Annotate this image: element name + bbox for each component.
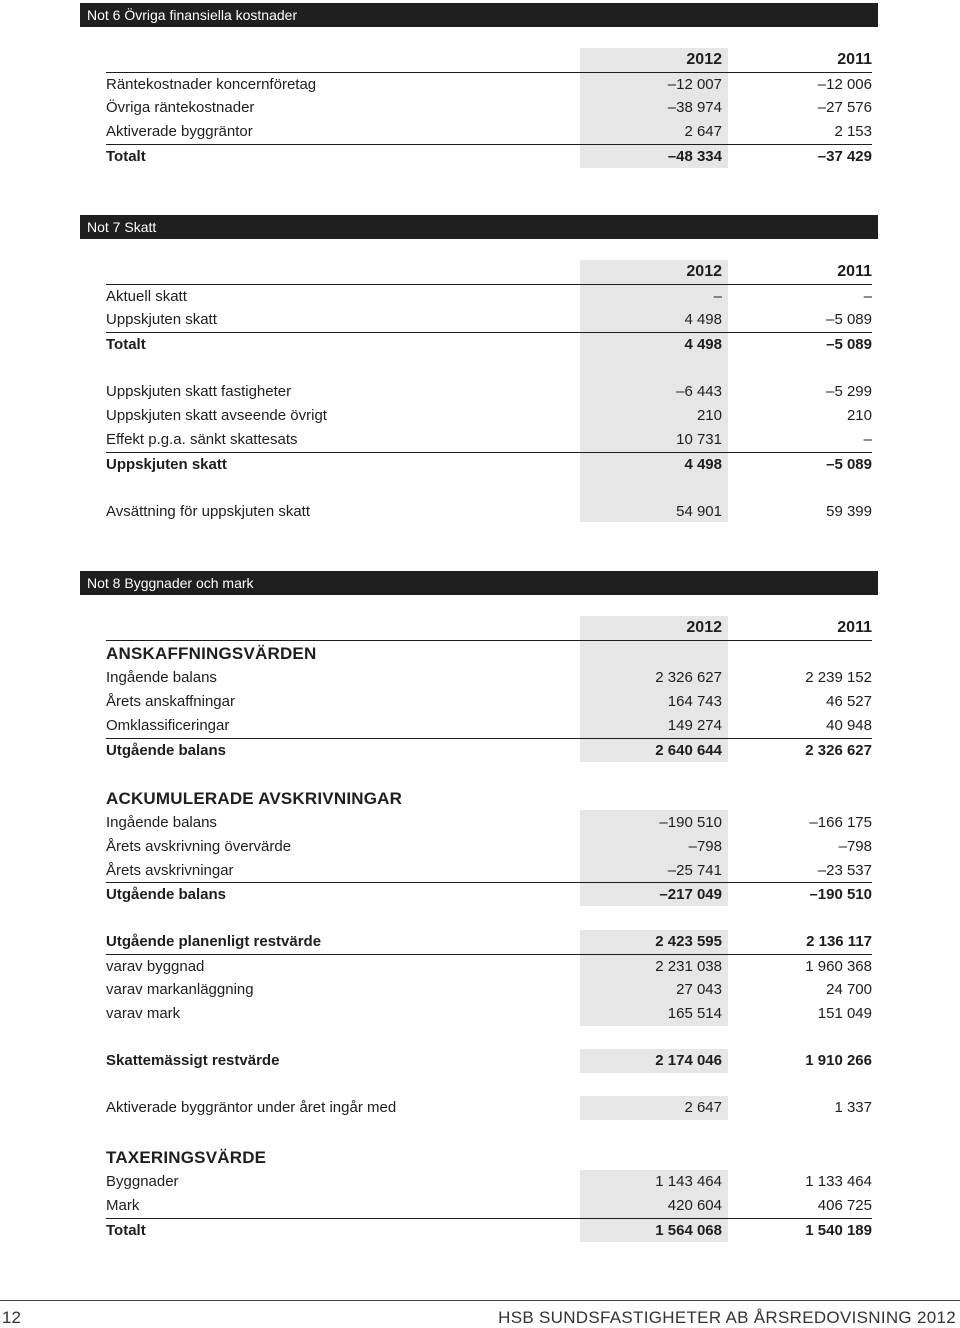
table-row: Avsättning för uppskjuten skatt 54 901 59 399	[106, 503, 872, 520]
table-row: varav byggnad 2 231 038 1 960 368	[106, 954, 872, 979]
note-8-year-row	[106, 616, 872, 640]
table-row: Årets avskrivningar –25 741 –23 537	[106, 862, 872, 879]
total-row: Totalt –48 334 –37 429	[106, 144, 872, 169]
total-row: Utgående balans 2 640 644 2 326 627	[106, 738, 872, 763]
note-7-year-row	[106, 260, 872, 284]
table-row: Omklassificeringar 149 274 40 948	[106, 717, 872, 734]
footer-divider	[0, 1300, 960, 1301]
note-8-header: Not 8 Byggnader och mark	[80, 571, 878, 595]
table-row: Ingående balans –190 510 –166 175	[106, 814, 872, 831]
table-row: varav mark 165 514 151 049	[106, 1005, 872, 1022]
total-row: Uppskjuten skatt 4 498 –5 089	[106, 452, 872, 477]
total-row: Totalt 1 564 068 1 540 189	[106, 1218, 872, 1243]
table-row: Uppskjuten skatt 4 498 –5 089	[106, 311, 872, 328]
year-2011: 2011	[837, 51, 872, 68]
total-row: Totalt 4 498 –5 089	[106, 332, 872, 357]
table-row: Aktuell skatt – –	[106, 284, 872, 309]
year-2012: 2012	[686, 51, 722, 68]
year-2011: 2011	[837, 619, 872, 636]
year-2012: 2012	[686, 263, 722, 280]
restvarde-row: Utgående planenligt restvärde 2 423 595 2 136 117	[106, 933, 872, 950]
table-row: Årets anskaffningar 164 743 46 527	[106, 693, 872, 710]
table-row: Effekt p.g.a. sänkt skattesats 10 731 –	[106, 431, 872, 448]
skattemassigt-restvarde-row: Skattemässigt restvärde 2 174 046 1 910 266	[106, 1052, 872, 1069]
table-row: Mark 420 604 406 725	[106, 1197, 872, 1214]
section-title-avskrivningar: ACKUMULERADE AVSKRIVNINGAR	[106, 789, 403, 808]
table-row: Räntekostnader koncernföretag –12 007 –12 006	[106, 72, 872, 97]
table-row: varav markanläggning 27 043 24 700	[106, 981, 872, 998]
year-2011: 2011	[837, 263, 872, 280]
total-row: Utgående balans –217 049 –190 510	[106, 882, 872, 907]
year-2012: 2012	[686, 619, 722, 636]
table-row: Övriga räntekostnader –38 974 –27 576	[106, 99, 872, 116]
footer-title: HSB SUNDSFASTIGHETER AB ÅRSREDOVISNING 2012	[498, 1308, 956, 1327]
section-title-anskaffning: ANSKAFFNINGSVÄRDEN	[106, 644, 317, 663]
section-title-taxering: TAXERINGSVÄRDE	[106, 1148, 267, 1167]
table-row: Årets avskrivning övervärde –798 –798	[106, 838, 872, 855]
note-6-year-row	[106, 48, 872, 72]
byggrantor-row: Aktiverade byggräntor under året ingår med 2 647 1 337	[106, 1099, 872, 1116]
table-row: Ingående balans 2 326 627 2 239 152	[106, 669, 872, 686]
table-row: Uppskjuten skatt fastigheter –6 443 –5 299	[106, 383, 872, 400]
table-row: Byggnader 1 143 464 1 133 464	[106, 1173, 872, 1190]
note-6-header: Not 6 Övriga finansiella kostnader	[80, 3, 878, 27]
table-row: Aktiverade byggräntor 2 647 2 153	[106, 123, 872, 140]
page-number: 12	[2, 1308, 21, 1327]
note-7-header: Not 7 Skatt	[80, 215, 878, 239]
table-row: Uppskjuten skatt avseende övrigt 210 210	[106, 407, 872, 424]
